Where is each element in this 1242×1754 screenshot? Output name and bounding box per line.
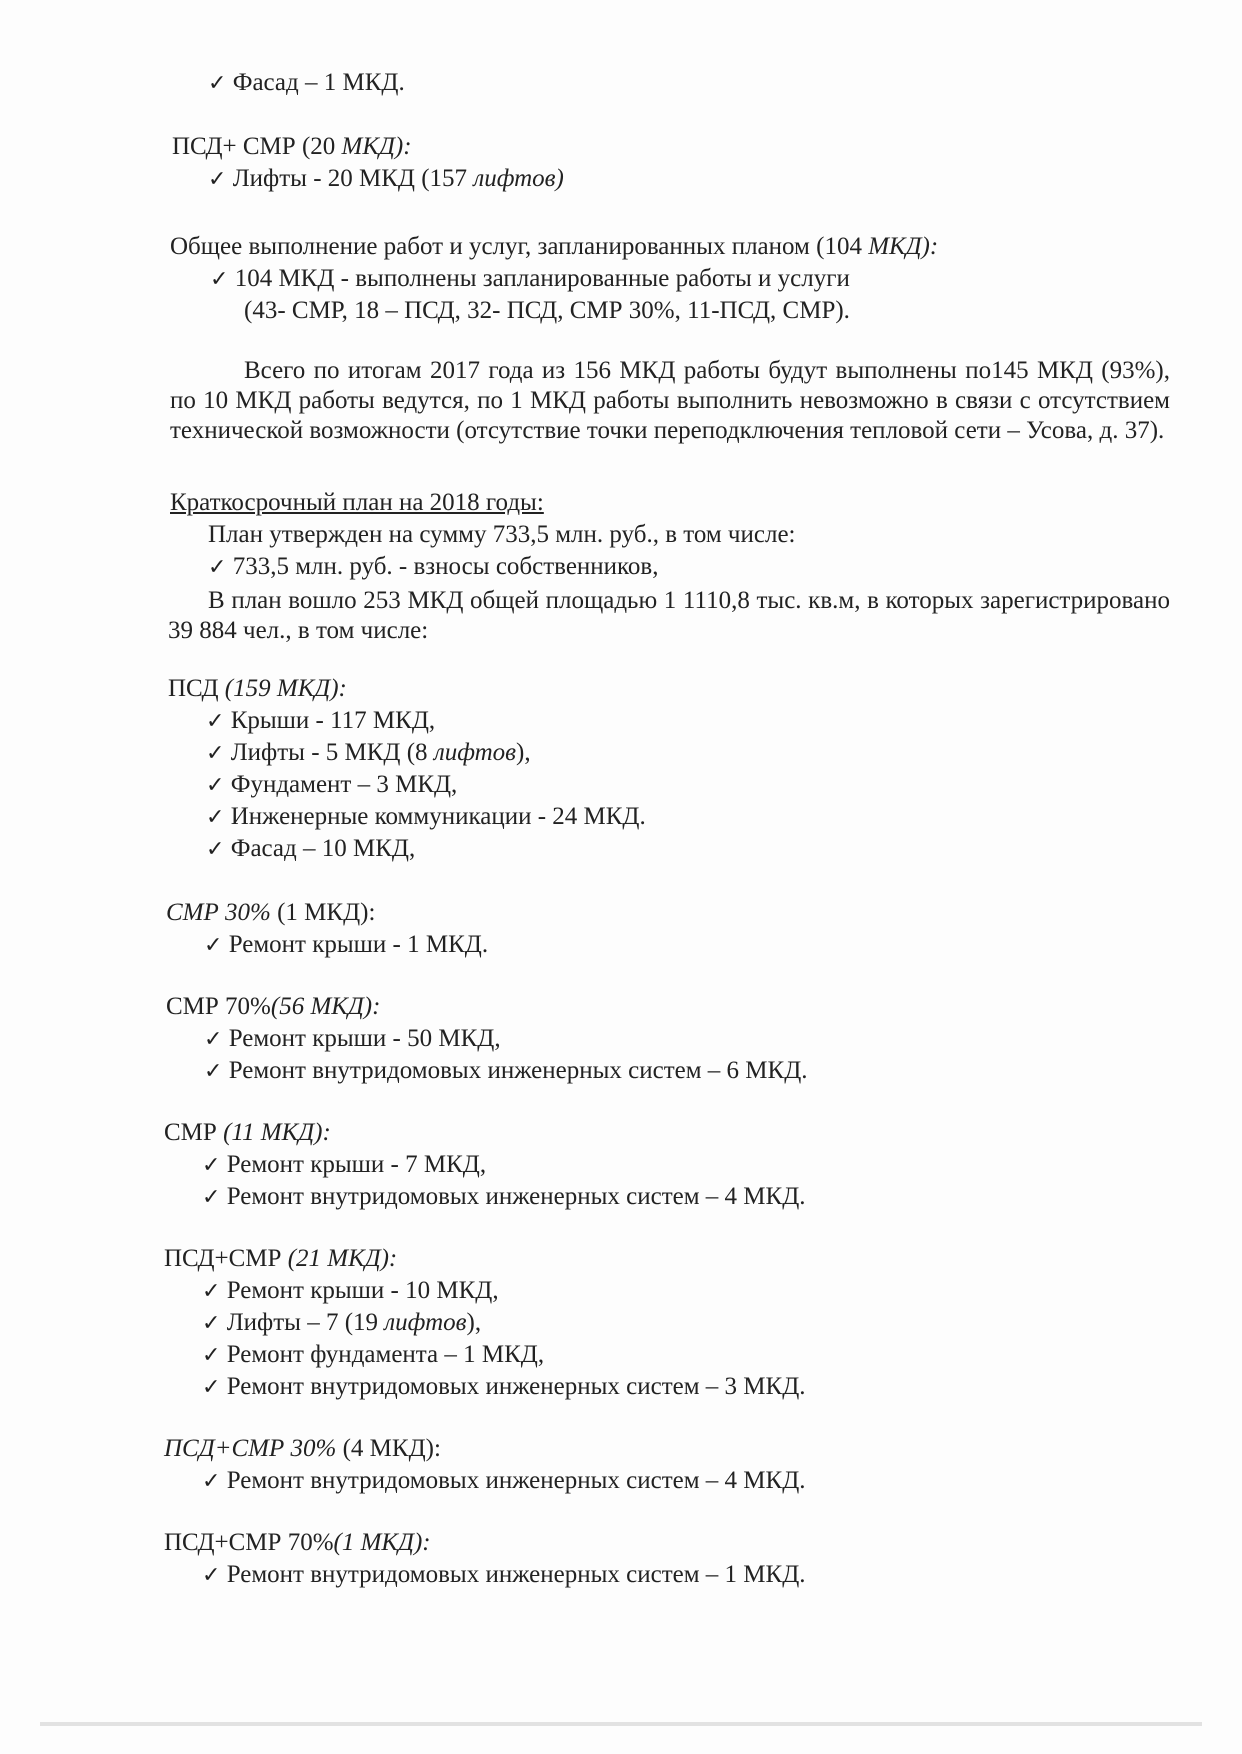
section-heading: ПСД+СМР (21 МКД): [164,1245,398,1272]
checklist-item: ✓ 733,5 млн. руб. - взносы собственников, [208,552,658,583]
checklist-item: ✓ Ремонт внутридомовых инженерных систем – 6 МКД. [204,1056,808,1087]
checklist-item: ✓ Ремонт внутридомовых инженерных систем – 1 МКД. [202,1560,806,1591]
section-heading: ПСД+СМР 30% (4 МКД): [164,1435,441,1462]
checklist-item: ✓ Фасад – 10 МКД, [206,834,415,865]
summary-paragraph: Всего по итогам 2017 года из 156 МКД работы будут выполнены по145 МКД (93%), по 10 МКД работы ведутся, по 1 МКД работы выполнить невозможно в связи с отсутствием технической возможности (отсутствие точки переподключения тепловой сети – Усова, д. 37). [170,357,1170,444]
plan-approved-text: План утвержден на сумму 733,5 млн. руб., в том числе: [208,521,796,548]
checklist-item: ✓ Инженерные коммуникации - 24 МКД. [206,802,646,833]
checklist-item: ✓ Фундамент – 3 МКД, [206,770,457,801]
checklist-item: ✓ Лифты - 5 МКД (8 лифтов), [206,738,531,769]
checklist-item [208,68,405,99]
checklist-item: ✓ Ремонт внутридомовых инженерных систем – 4 МКД. [202,1182,806,1213]
checklist-item: ✓ Ремонт крыши - 50 МКД, [204,1024,501,1055]
checklist-item: ✓ Ремонт внутридомовых инженерных систем – 4 МКД. [202,1466,806,1497]
checklist-item: ✓ Ремонт крыши - 7 МКД, [202,1150,486,1181]
checklist-item: ✓ Ремонт крыши - 1 МКД. [204,930,488,961]
checklist-item: ✓ Лифты - 20 МКД (157 лифтов) [208,164,564,195]
item-continuation: (43- СМР, 18 – ПСД, 32- ПСД, СМР 30%, 11-ПСД, СМР). [244,297,850,324]
section-heading: СМР 30% (1 МКД): [166,899,376,926]
plan-included-paragraph: В план вошло 253 МКД общей площадью 1 1110,8 тыс. кв.м, в которых зарегистрировано 39 884 чел., в том числе: [168,587,1170,644]
item-text: Фасад – 1 МКД. [232,69,405,96]
section-heading: СМР 70%(56 МКД): [166,993,381,1020]
section-heading: Общее выполнение работ и услуг, запланированных планом (104 МКД): [170,233,939,260]
checklist-item: ✓ 104 МКД - выполнены запланированные работы и услуги [210,264,850,295]
plan-heading: Краткосрочный план на 2018 годы: [170,489,544,516]
section-heading: ПСД (159 МКД): [168,675,347,702]
section-heading: СМР (11 МКД): [164,1119,331,1146]
checklist-item: ✓ Ремонт крыши - 10 МКД, [202,1276,499,1307]
scan-edge-line [40,1722,1202,1726]
checklist-item: ✓ Крыши - 117 МКД, [206,706,435,737]
section-heading: ПСД+СМР 70%(1 МКД): [164,1529,431,1556]
checklist-item: ✓ Лифты – 7 (19 лифтов), [202,1308,481,1339]
checklist-item: ✓ Ремонт фундамента – 1 МКД, [202,1340,544,1371]
checklist-item: ✓ Ремонт внутридомовых инженерных систем – 3 МКД. [202,1372,806,1403]
section-heading: ПСД+ СМР (20 МКД): [172,133,412,160]
